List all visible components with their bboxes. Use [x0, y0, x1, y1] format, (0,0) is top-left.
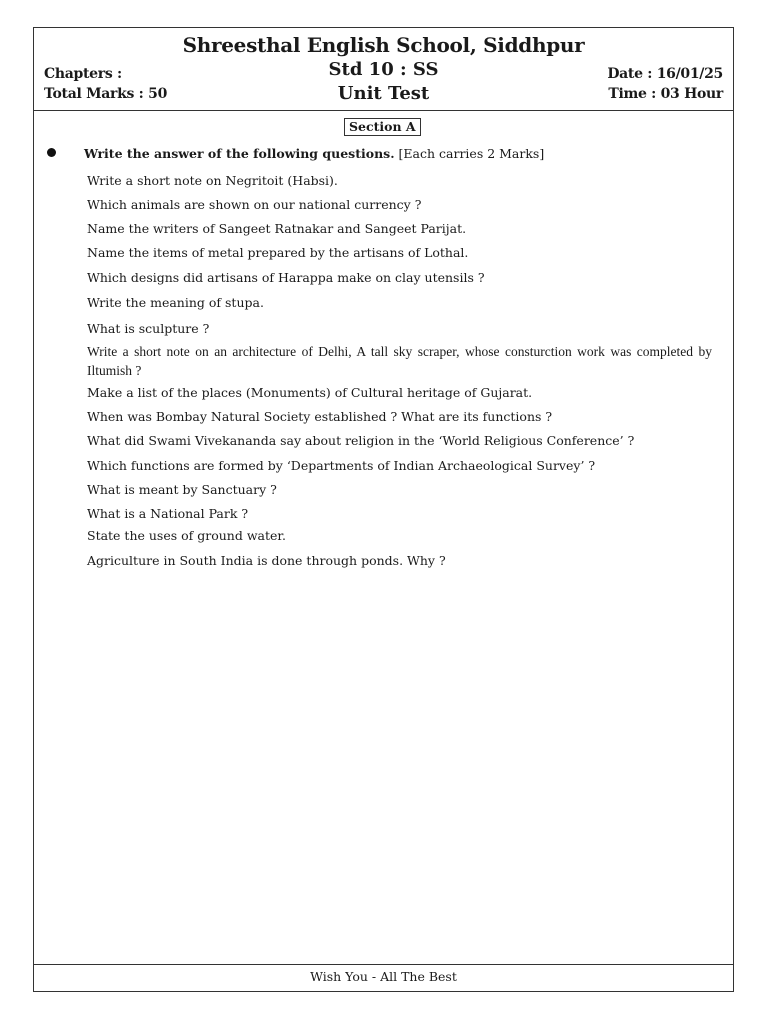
question-item: Which functions are formed by ‘Departments of Indian Archaeological Survey’ ? — [87, 458, 596, 473]
paper-frame — [33, 27, 734, 992]
question-item: Write a short note on an architecture of Delhi, A tall sky scraper, whose consturction work was completed by Iltumish ? — [87, 344, 712, 378]
question-item: What is a National Park ? — [87, 506, 249, 521]
instruction-text: Write the answer of the following questions. — [84, 146, 395, 161]
question-item: When was Bombay Natural Society established ? What are its functions ? — [87, 409, 553, 424]
question-item: Name the writers of Sangeet Ratnakar and Sangeet Parijat. — [87, 221, 467, 236]
question-item: State the uses of ground water. — [87, 528, 286, 543]
question-item: Make a list of the places (Monuments) of Cultural heritage of Gujarat. — [87, 385, 533, 400]
standard-subject: Std 10 : SS — [328, 59, 439, 80]
section-title: Section A — [344, 118, 421, 136]
question-item: Which animals are shown on our national currency ? — [87, 197, 422, 212]
test-time: Time : 03 Hour — [608, 86, 723, 102]
question-item: Write the meaning of stupa. — [87, 295, 264, 310]
question-item: Which designs did artisans of Harappa make on clay utensils ? — [87, 270, 485, 285]
question-item: What is sculpture ? — [87, 321, 210, 336]
section-instruction — [84, 146, 544, 161]
question-item: What is meant by Sanctuary ? — [87, 482, 277, 497]
paper-header — [34, 28, 733, 111]
chapters-label: Chapters : — [44, 66, 122, 82]
question-item: Write a short note on Negritoit (Habsi). — [87, 173, 338, 188]
footer-message: Wish You - All The Best — [34, 964, 733, 991]
question-item: What did Swami Vivekananda say about religion in the ‘World Religious Conference’ ? — [87, 433, 635, 448]
bullet-icon — [47, 148, 56, 157]
marks-note: [Each carries 2 Marks] — [394, 146, 545, 161]
question-item: Agriculture in South India is done through ponds. Why ? — [87, 553, 446, 568]
test-date: Date : 16/01/25 — [607, 66, 723, 82]
test-title: Unit Test — [337, 83, 430, 104]
school-name: Shreesthal English School, Siddhpur — [182, 33, 585, 57]
total-marks: Total Marks : 50 — [44, 86, 168, 102]
question-item: Name the items of metal prepared by the artisans of Lothal. — [87, 245, 469, 260]
